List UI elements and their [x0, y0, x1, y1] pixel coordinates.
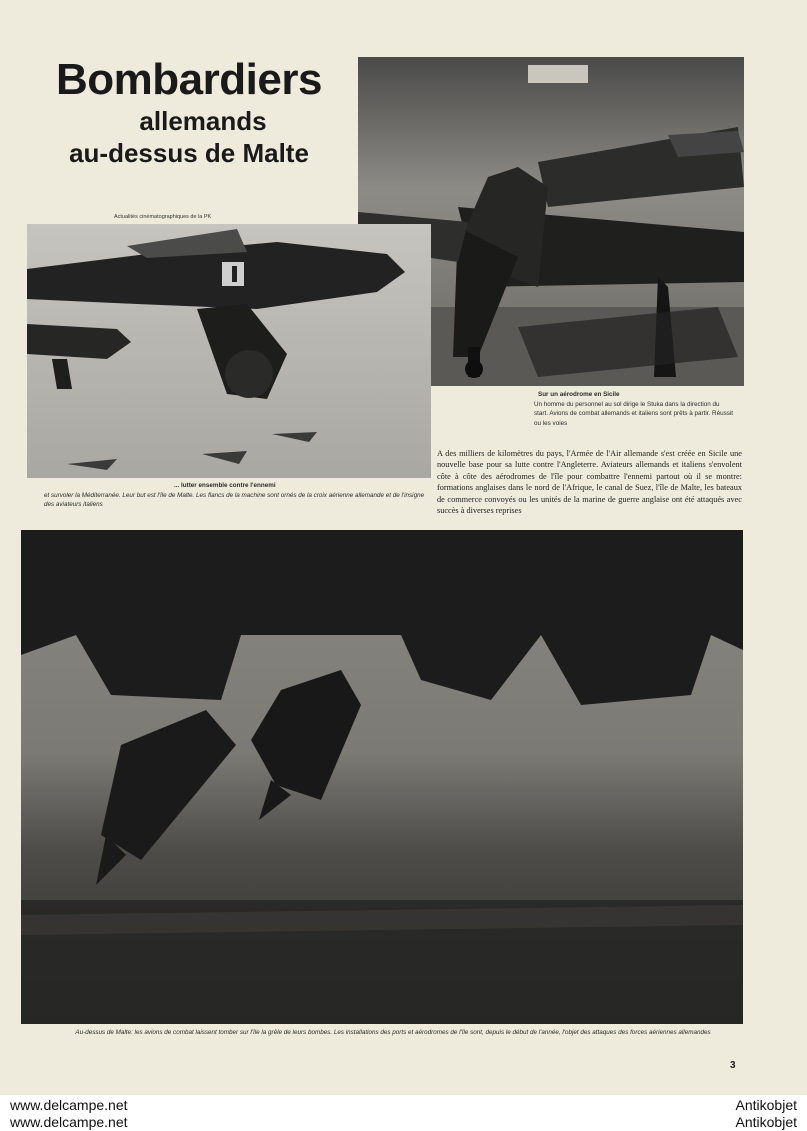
title-line-2: allemands [139, 106, 267, 136]
article-body: A des milliers de kilomètres du pays, l'Armée de l'Air allemande s'est créée en Sicile une nouvelle base pour sa lutte contre l'Angleterre. Aviateurs allemands et italiens s'envolent côte à côte des aérodromes de l'île pour combattre l'ennemi partout où il se montre: formations anglaises dans le nord de l'Afrique, le canal de Suez, l'île de Malte, les bateaux de commerce convoyés ou les unités de la marine de guerre anglaise ont été attaqués avec succès à diverses reprises [437, 449, 742, 516]
caption-sicily [534, 390, 734, 428]
watermark-left-line-1: www.delcampe.net [10, 1097, 128, 1113]
watermark-left-line-2: www.delcampe.net [10, 1114, 128, 1130]
caption-sicily-text: Un homme du personnel au sol dirige le Stuka dans la direction du start. Avions de combat allemands et italiens sont prêts à partir. Réussit ou les voies [534, 400, 734, 427]
watermark-right-line-1: Antikobjet [735, 1097, 797, 1113]
title-line-1: Bombardiers [56, 55, 322, 104]
article-title [30, 55, 348, 169]
photo-stukas-flight [27, 224, 431, 478]
photo-bombs-malta [21, 530, 743, 1024]
caption-flight-heading: ... lutter ensemble contre l'ennemi [174, 482, 276, 489]
caption-sicily-heading: Sur un aérodrome en Sicile [538, 391, 620, 398]
watermark-right [736, 1097, 797, 1131]
caption-flight [44, 481, 430, 510]
page-number: 3 [730, 1060, 736, 1071]
caption-flight-text: et survoler la Méditerranée. Leur but est l'île de Malte. Les flancs de la machine sont ornés de la croix aérienne allemande et de l'insigne des aviateurs italiens [44, 491, 425, 508]
caption-bombs: Au-dessus de Malte: les avions de combat laissent tomber sur l'île la grêle de leurs bombes. Les installations des ports et aérodromes de l'île sont, depuis le début de l'année, l'objet des attaques des forces aériennes allemandes [75, 1029, 711, 1036]
title-line-3: au-dessus de Malte [69, 138, 309, 168]
watermark-right-line-2: Antikobjet [735, 1114, 797, 1130]
watermark-bar [0, 1095, 807, 1131]
photo-credit: Actualités cinématographiques de la PK [114, 214, 212, 220]
watermark-left [10, 1097, 128, 1131]
